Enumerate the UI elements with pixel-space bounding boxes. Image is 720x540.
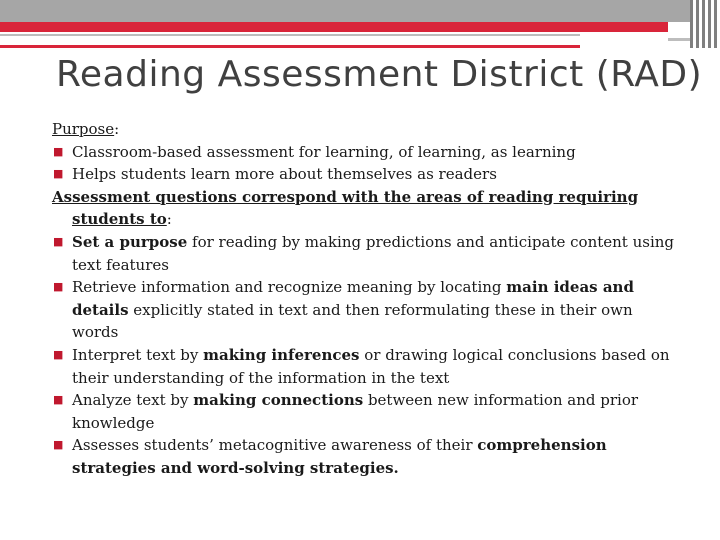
questions-list (52, 231, 682, 480)
questions-label: Assessment questions correspond with the areas of reading requiring students to (52, 187, 639, 229)
square-bullet-icon: ■ (53, 347, 64, 361)
top-gray-line (0, 34, 580, 36)
top-red-bar (0, 22, 668, 32)
square-bullet-icon: ■ (53, 234, 64, 248)
list-item: ■ Assesses students’ metacognitive awareness of their comprehension strategies and word-solving strategies. (53, 436, 607, 477)
list-item: ■ Set a purpose for reading by making predictions and anticipate content using text features (53, 232, 675, 274)
slide-title: Reading Assessment District (RAD) (56, 54, 703, 95)
slide-body (52, 118, 682, 480)
list-item: ■ Retrieve information and recognize meaning by locating main ideas and details explicitly stated in text and then reformulating these in their own words (53, 278, 634, 342)
purpose-heading: Purpose: (52, 120, 120, 138)
square-bullet-icon: ■ (53, 144, 64, 158)
square-bullet-icon: ■ (53, 438, 64, 452)
purpose-list (52, 141, 682, 186)
list-item: ■ Classroom-based assessment for learning, of learning, as learning (52, 141, 682, 164)
list-item: ■ Analyze text by making connections between new information and prior knowledge (53, 391, 639, 432)
questions-heading: Assessment questions correspond with the areas of reading requiring students to: (52, 187, 639, 229)
square-bullet-icon: ■ (53, 280, 64, 294)
square-bullet-icon: ■ (53, 167, 64, 181)
list-item: ■ Helps students learn more about themselves as readers (52, 163, 682, 186)
purpose-label: Purpose (52, 120, 115, 138)
list-item: ■ Interpret text by making inferences or drawing logical conclusions based on their understanding of the information in the text (53, 345, 670, 387)
top-gray-bar (0, 0, 700, 22)
top-red-line (0, 45, 580, 48)
square-bullet-icon: ■ (53, 393, 64, 407)
corner-stripes (690, 0, 720, 48)
